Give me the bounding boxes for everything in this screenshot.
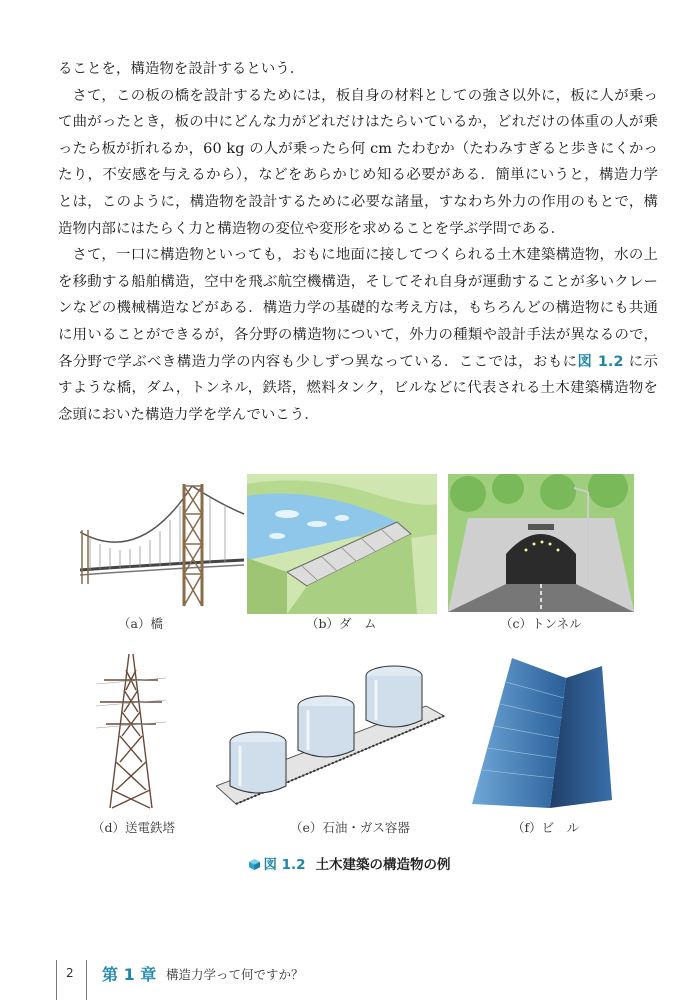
paragraph-continuation: ることを，構造物を設計するという． bbox=[58, 61, 305, 77]
tunnel-illustration bbox=[448, 474, 634, 612]
transmission-tower-illustration bbox=[96, 650, 166, 810]
caption-tunnel: （c）トンネル bbox=[500, 616, 582, 631]
chapter-label: 第 1 章 bbox=[102, 965, 157, 984]
building-illustration bbox=[466, 650, 616, 810]
caption-bridge: （a）橋 bbox=[118, 616, 163, 631]
figure-panel-tanks bbox=[216, 654, 446, 814]
paragraph-structures bbox=[58, 242, 658, 428]
figure-panel-dam bbox=[247, 474, 437, 614]
caption-dam: （b）ダ ム bbox=[306, 616, 377, 631]
figure-panel-building bbox=[466, 650, 616, 810]
figure-panel-bridge bbox=[80, 474, 244, 610]
suspension-bridge-illustration bbox=[80, 474, 244, 610]
figure-label: 図 1.2 bbox=[263, 857, 306, 873]
caption-tower: （d）送電鉄塔 bbox=[92, 820, 176, 835]
footer-divider-left bbox=[56, 960, 57, 1000]
caption-building: （f）ビ ル bbox=[512, 820, 580, 835]
body-text bbox=[58, 56, 658, 428]
paragraph-design: さて，この板の橋を設計するためには，板自身の材料としての強さ以外に，板に人が乗って曲がったとき，板の中にどんな力がどれだけはたらいているか，どれだけの体重の人が乗ったら板が折れるか，60 kg の人が乗ったら何 cm たわむか（たわみすぎると歩きにくかったり，不安感を与えるから），などをあらかじめ知る必要がある．簡単にいうと，構造力学とは，このように，構造物を設計するために必要な諸量，すなわち外力の作用のもとで，構造物内部にはたらく力と構造物の変位や変形を求めることを学ぶ学問である． bbox=[58, 87, 658, 237]
chapter-title: 構造力学って何ですか？ bbox=[166, 967, 304, 982]
page-footer bbox=[0, 960, 700, 990]
storage-tanks-illustration bbox=[216, 654, 446, 814]
figure-reference-link[interactable]: 図 1.2 bbox=[577, 353, 624, 370]
figure-panel-tunnel bbox=[448, 474, 634, 612]
figure-title: 土木建築の構造物の例 bbox=[315, 857, 451, 873]
cube-icon bbox=[249, 859, 260, 870]
figure-panel-tower bbox=[96, 650, 166, 810]
caption-tanks: （e）石油・ガス容器 bbox=[290, 820, 410, 835]
page-number: 2 bbox=[66, 966, 74, 980]
figure-caption bbox=[0, 853, 700, 873]
paragraph-structures-text: さて，一口に構造物といっても，おもに地面に接してつくられる土木建築構造物，水の上を移動する船舶構造，空中を飛ぶ航空機構造，そしてそれ自身が運動することが多いクレーンなどの機械構造などがある．構造力学の基礎的な考え方は，もちろんどの構造物にも共通に用いることができるが，各分野の構造物について，外力の種類や設計手法が異なるので，各分野で学ぶべき構造力学の内容も少しずつ異なっている．ここでは，おもに bbox=[58, 247, 658, 370]
footer-divider-right bbox=[86, 960, 87, 1000]
paragraph-structures-text-end: に示すような橋，ダム，トンネル，鉄塔，燃料タンク，ビルなどに代表される土木建築構造物を念頭においた構造力学を学んでいこう． bbox=[58, 353, 658, 423]
dam-illustration bbox=[247, 474, 437, 614]
